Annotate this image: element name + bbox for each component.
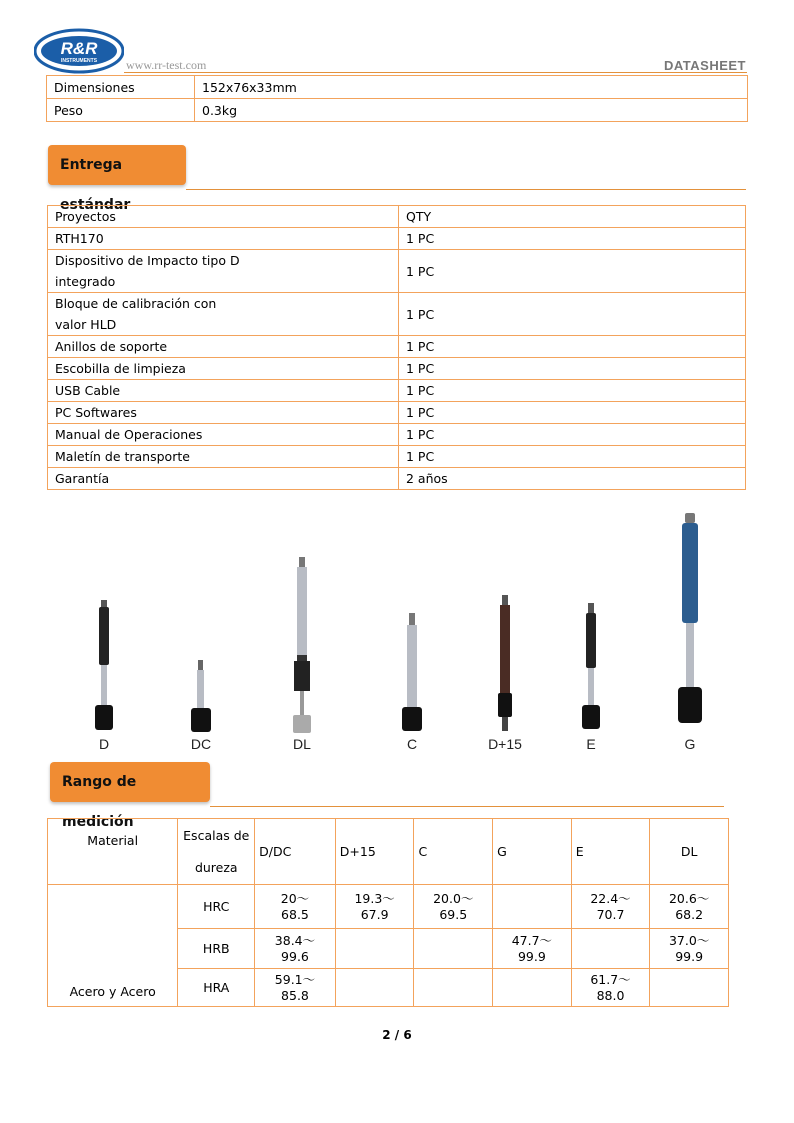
range-cell xyxy=(255,969,336,1007)
scale-header-line: Escalas de xyxy=(183,827,250,843)
table-row xyxy=(48,358,746,380)
range-cell xyxy=(414,929,493,969)
delivery-item: Escobilla de limpieza xyxy=(48,358,399,380)
column-header: DL xyxy=(650,819,729,885)
website-link[interactable]: www.rr-test.com xyxy=(126,58,207,72)
table-row xyxy=(48,885,729,929)
column-header-material: Material xyxy=(48,819,178,885)
delivery-item-line: Dispositivo de Impacto tipo D xyxy=(55,253,240,268)
range-max: 68.5 xyxy=(281,906,309,922)
delivery-qty: 1 PC xyxy=(399,358,746,380)
probe-label: E xyxy=(586,736,596,752)
table-row xyxy=(48,250,746,293)
column-header: E xyxy=(571,819,650,885)
probe-d15-icon xyxy=(498,595,512,731)
range-cell xyxy=(650,929,729,969)
range-max: 99.9 xyxy=(675,948,704,964)
probe-c-icon xyxy=(402,613,422,731)
range-max: 99.9 xyxy=(517,948,546,964)
section-divider xyxy=(210,806,724,807)
range-cell xyxy=(255,929,336,969)
delivery-item: Anillos de soporte xyxy=(48,336,399,358)
column-header-qty: QTY xyxy=(399,206,746,228)
range-max: 67.9 xyxy=(360,906,389,922)
scale-cell: HRA xyxy=(178,969,255,1007)
probe-label: D xyxy=(98,736,110,752)
delivery-qty: 1 PC xyxy=(399,293,746,336)
delivery-qty: 1 PC xyxy=(399,228,746,250)
range-cell xyxy=(571,969,650,1007)
range-max: 99.6 xyxy=(281,948,309,964)
delivery-qty: 2 años xyxy=(399,468,746,490)
page-number xyxy=(0,1028,794,1042)
probe-e-icon xyxy=(582,603,600,729)
delivery-qty: 1 PC xyxy=(399,424,746,446)
range-cell xyxy=(255,885,336,929)
delivery-item-line: integrado xyxy=(55,274,116,289)
page-current: 2 xyxy=(382,1028,391,1042)
delivery-item: USB Cable xyxy=(48,380,399,402)
scale-cell: HRB xyxy=(178,929,255,969)
column-header-scale xyxy=(178,819,255,885)
doc-type-label: DATASHEET xyxy=(663,58,746,73)
probe-dl-icon xyxy=(293,557,311,733)
range-cell xyxy=(571,885,650,929)
probe-dc-icon xyxy=(191,660,211,732)
probe-label: DL xyxy=(293,736,311,752)
range-cell xyxy=(493,969,572,1007)
spec-value: 0.3kg xyxy=(195,99,748,122)
range-max: 68.2 xyxy=(675,906,704,922)
column-header: D/DC xyxy=(255,819,336,885)
range-cell xyxy=(335,969,414,1007)
section-title-delivery: Entrega estándar xyxy=(48,145,186,185)
delivery-item-line: Bloque de calibración con xyxy=(55,296,217,311)
range-cell xyxy=(335,885,414,929)
range-min: 61.7～ xyxy=(590,971,631,987)
range-cell xyxy=(414,885,493,929)
table-header-row xyxy=(48,819,729,885)
probe-label: C xyxy=(406,736,418,752)
range-max: 70.7 xyxy=(596,906,625,922)
logo-subtext: INSTRUMENTS xyxy=(60,58,98,64)
table-row xyxy=(48,402,746,424)
logo-text: R&R xyxy=(60,39,98,58)
probe-label: DC xyxy=(190,736,212,752)
delivery-item xyxy=(48,293,399,336)
delivery-qty: 1 PC xyxy=(399,336,746,358)
scale-header-line: dureza xyxy=(194,859,238,875)
page-total: 6 xyxy=(403,1028,412,1042)
column-header-item: Proyectos xyxy=(48,206,399,228)
range-cell xyxy=(650,969,729,1007)
delivery-qty: 1 PC xyxy=(399,250,746,293)
measurement-range-table xyxy=(47,818,729,1007)
delivery-item xyxy=(48,250,399,293)
delivery-item: Maletín de transporte xyxy=(48,446,399,468)
table-row xyxy=(48,424,746,446)
range-cell xyxy=(571,929,650,969)
table-row xyxy=(48,228,746,250)
scale-cell: HRC xyxy=(178,885,255,929)
range-min: 37.0～ xyxy=(668,932,710,948)
spec-table xyxy=(46,75,748,122)
delivery-item-line: valor HLD xyxy=(55,317,117,332)
delivery-qty: 1 PC xyxy=(399,402,746,424)
spec-label: Peso xyxy=(47,99,195,122)
range-min: 47.7～ xyxy=(511,932,553,948)
probe-label: G xyxy=(684,736,696,752)
range-cell xyxy=(650,885,729,929)
column-header: C xyxy=(414,819,493,885)
table-row xyxy=(48,446,746,468)
delivery-item: RTH170 xyxy=(48,228,399,250)
delivery-qty: 1 PC xyxy=(399,380,746,402)
table-row xyxy=(48,336,746,358)
spec-value: 152x76x33mm xyxy=(195,76,748,99)
table-row xyxy=(48,380,746,402)
section-title-range: Rango de medición xyxy=(50,762,210,802)
table-row xyxy=(47,76,748,99)
range-max: 88.0 xyxy=(596,987,625,1003)
probe-g-icon xyxy=(678,513,702,723)
range-cell xyxy=(414,969,493,1007)
rr-instruments-logo xyxy=(34,28,124,74)
delivery-item: Manual de Operaciones xyxy=(48,424,399,446)
range-min: 20.6～ xyxy=(668,890,710,906)
delivery-table xyxy=(47,205,746,490)
table-row xyxy=(47,99,748,122)
range-min: 20.0～ xyxy=(433,890,474,906)
range-min: 19.3～ xyxy=(354,890,395,906)
table-header-row xyxy=(48,206,746,228)
page-separator: / xyxy=(394,1028,400,1042)
impact-devices-illustration xyxy=(80,505,760,755)
probe-label: D+15 xyxy=(488,736,522,752)
range-min: 22.4～ xyxy=(590,890,631,906)
table-row xyxy=(48,293,746,336)
range-min: 20～ xyxy=(280,890,310,906)
column-header: D+15 xyxy=(335,819,414,885)
delivery-item: Garantía xyxy=(48,468,399,490)
table-row xyxy=(48,468,746,490)
range-min: 38.4～ xyxy=(274,932,316,948)
header-divider xyxy=(124,72,747,73)
probe-d-icon xyxy=(95,600,113,730)
column-header: G xyxy=(493,819,572,885)
range-cell xyxy=(493,929,572,969)
range-max: 85.8 xyxy=(281,987,309,1003)
range-cell xyxy=(493,885,572,929)
range-cell xyxy=(335,929,414,969)
section-divider xyxy=(186,189,746,190)
range-max: 69.5 xyxy=(439,906,468,922)
delivery-item: PC Softwares xyxy=(48,402,399,424)
range-min: 59.1～ xyxy=(274,971,316,987)
delivery-qty: 1 PC xyxy=(399,446,746,468)
material-cell: Acero y Acero xyxy=(48,885,178,1007)
spec-label: Dimensiones xyxy=(47,76,195,99)
